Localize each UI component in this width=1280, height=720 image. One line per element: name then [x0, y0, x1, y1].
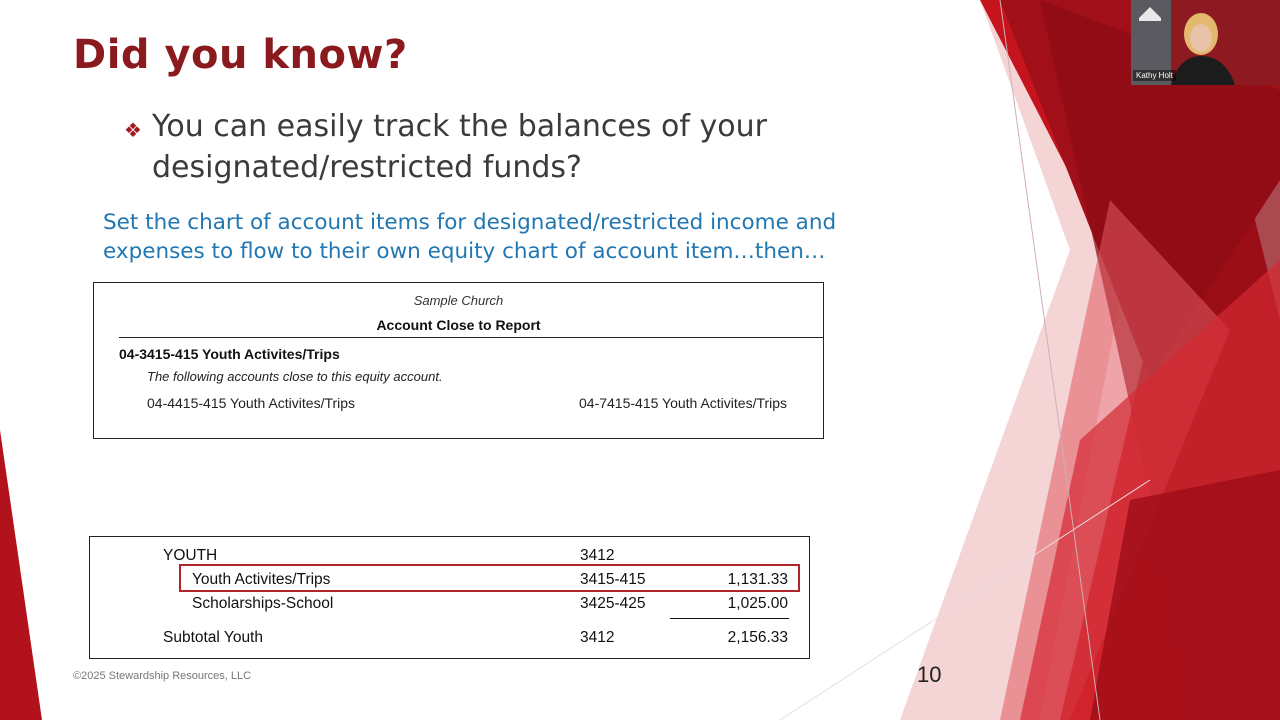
report-subtitle: The following accounts close to this equity account.	[147, 369, 443, 384]
ledger-row-amount: 1,131.33	[727, 571, 788, 588]
balance-ledger	[89, 536, 810, 659]
account-close-report	[93, 282, 824, 439]
ledger-subtotal-code: 3412	[580, 629, 615, 646]
ledger-subtotal-name: Subtotal Youth	[163, 629, 263, 646]
video-thumbnail[interactable]	[1131, 0, 1280, 85]
ledger-group-label: YOUTH	[163, 547, 218, 564]
copyright-footer: ©2025 Stewardship Resources, LLC	[73, 670, 252, 682]
ledger-row-name: Scholarships-School	[192, 595, 334, 612]
ledger-row-amount: 1,025.00	[727, 595, 788, 612]
report-church-name: Sample Church	[413, 293, 504, 308]
diamond-bullet-icon: ❖	[124, 118, 142, 142]
instruction-note: Set the chart of account items for designated/restricted income and expenses to flow to their own equity chart of account item…then…	[103, 210, 837, 264]
report-divider	[119, 337, 823, 338]
participant-name: Kathy Holt	[1133, 70, 1176, 81]
report-account-item: 04-7415-415 Youth Activites/Trips	[579, 395, 788, 411]
ledger-row-name: Youth Activites/Trips	[192, 571, 331, 588]
ledger-subtotal-amount: 2,156.33	[727, 629, 788, 646]
ledger-group-code: 3412	[580, 547, 615, 564]
bullet-text: You can easily track the balances of your designated/restricted funds?	[152, 109, 767, 185]
report-title: Account Close to Report	[376, 317, 541, 333]
subtotal-rule	[670, 618, 789, 619]
report-account-item: 04-4415-415 Youth Activites/Trips	[147, 395, 356, 411]
slide-title: Did you know?	[73, 32, 408, 78]
ledger-row-code: 3425-425	[580, 595, 646, 612]
report-equity-account: 04-3415-415 Youth Activites/Trips	[119, 346, 340, 362]
slide-number: 10	[917, 662, 942, 687]
ledger-row-code: 3415-415	[580, 571, 646, 588]
